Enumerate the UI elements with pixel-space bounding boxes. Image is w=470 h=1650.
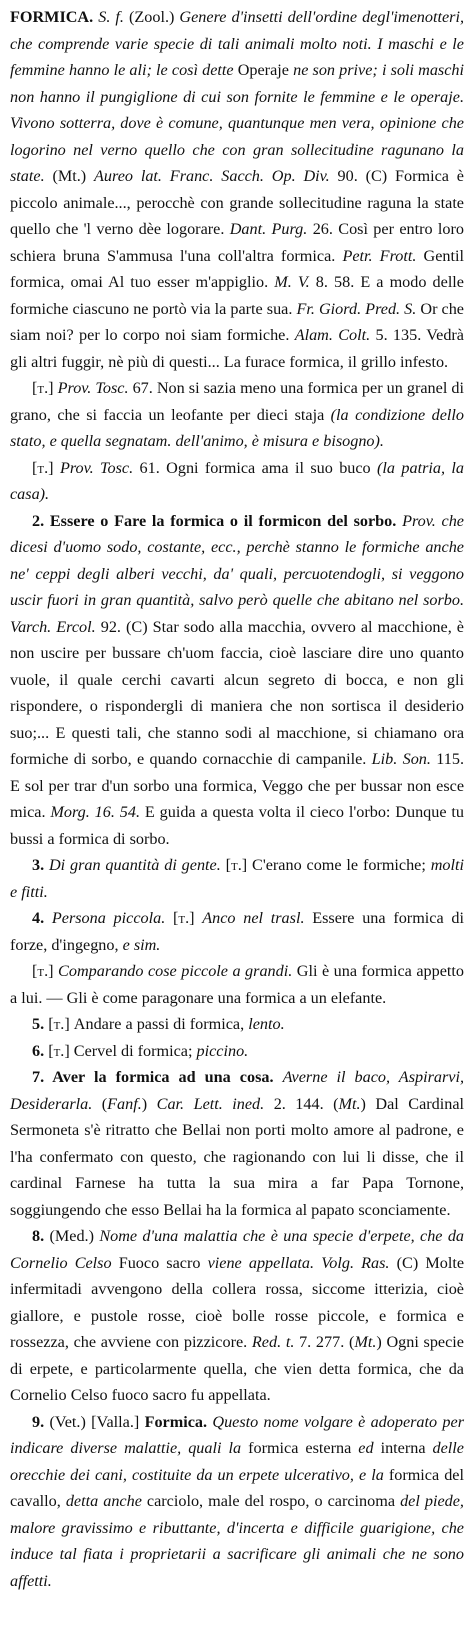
- bold-text: Formica.: [144, 1412, 213, 1431]
- italic-text: Prov. che dicesi d'uomo sodo, costante, ecc., perchè stanno le formiche anche ne' ceppi degli alberi vecchi, da' quali, percuotendogli, si veggono uscir fuori in gran quantità, salvo però quelle che abitano nel sorbo. Varch. Ercol.: [10, 511, 464, 636]
- italic-text: Car. Lett. ined.: [156, 1094, 274, 1113]
- text-run: (Vet.) [Valla.]: [49, 1412, 145, 1431]
- text-run: ) Ogni specie di erpete, e particolarmente quella, che vien detta formica, che da Cornelio Celso fuoco sacro fu appellata.: [10, 1333, 464, 1404]
- editor-mark: [t.]: [48, 1015, 74, 1033]
- italic-text: e sim.: [122, 935, 161, 954]
- italic-text: Mt.: [338, 1094, 361, 1113]
- entry-sense-s12: [10, 1409, 464, 1595]
- italic-text: Prov. Tosc.: [57, 379, 133, 397]
- text-run: formica del cavallo,: [10, 1465, 464, 1510]
- entry-sense-s8: [10, 1011, 464, 1038]
- italic-text: Fr. Giord. Pred. S.: [296, 299, 421, 318]
- italic-text: del piede, malore gravissimo e ributtante, d'incerta e difficile guarigione, che induce tal fiata i proprietarii a sacrificare gli animali che ne sono affetti.: [10, 1492, 464, 1590]
- text-run: interna: [380, 1439, 433, 1457]
- bold-text: 6.: [32, 1041, 49, 1060]
- bold-text: 3.: [32, 856, 49, 874]
- text-run: Essere una formica di forze, d'ingegno,: [10, 909, 464, 954]
- entry-sense-s4: [10, 508, 464, 853]
- italic-text: Di gran quantità di gente.: [48, 856, 226, 874]
- text-run: 7. 277. (: [299, 1333, 355, 1351]
- italic-text: Mt.: [354, 1333, 377, 1351]
- text-run: 8. 58. E a modo delle formiche ciascuno ne portò via la parte sua.: [10, 273, 464, 318]
- entry-sense-s5: [10, 852, 464, 905]
- text-run: 90. (C) Formica è piccolo animale..., perocchè con grande sollecitudine raguna la state quello che 'l verno dèe logorare.: [10, 167, 464, 238]
- italic-text: Alam. Colt.: [294, 326, 376, 344]
- entry-sense-s1: [10, 4, 464, 375]
- editor-mark: [t.]: [48, 1041, 74, 1060]
- italic-text: detta anche: [65, 1492, 147, 1510]
- italic-text: Petr. Frott.: [342, 246, 424, 265]
- bold-text: FORMICA.: [10, 8, 94, 26]
- italic-text: delle orecchie dei cani, costituite da un erpete ulcerativo, e la: [10, 1439, 464, 1484]
- text-run: Gentil formica, omai Al tuo esser m'appiglio.: [10, 246, 465, 291]
- italic-text: molti e fitti.: [10, 856, 464, 901]
- text-run: Fuoco sacro: [118, 1253, 208, 1272]
- text-run: C'erano come le formiche;: [252, 856, 431, 874]
- text-run: formica esterna: [248, 1439, 359, 1457]
- italic-text: lento.: [248, 1015, 285, 1033]
- italic-text: Persona piccola.: [51, 909, 173, 927]
- italic-text: (la condizione dello stato, e quella segnatam. dell'animo, è misura e bisogno).: [10, 405, 464, 450]
- italic-text: Dant. Purg.: [229, 220, 313, 238]
- italic-text: Lib. Son.: [371, 750, 437, 768]
- italic-text: S. f.: [93, 8, 129, 26]
- entry-sense-s11: [10, 1223, 464, 1409]
- italic-text: ne son prive; i soli maschi non hanno il pungiglione di cui son fornite le femmine e le operaje. Vivono sotterra, dove è comune, quantunque men vera, opinione che logorino nel verno quello che con gran sollecitudine ragunano la state.: [10, 61, 464, 185]
- text-run: 115. E sol per trar d'un sorbo una formica, Veggo che per bussar non esce mica.: [10, 750, 464, 821]
- italic-text: (la patria, la casa).: [10, 458, 464, 503]
- editor-mark: [t.]: [32, 379, 58, 397]
- bold-text: 8.: [32, 1227, 50, 1245]
- italic-text: Prov. Tosc.: [59, 458, 140, 477]
- italic-text: piccino.: [196, 1041, 249, 1060]
- text-run: (Med.): [49, 1227, 100, 1245]
- text-run: ) Dal Cardinal Sermoneta s'è ritratto che Bellai non porti molto amore al padrone, e l'ha confermato con questo, che ragionando con lui li disse, che il cardinal Farnese ha tutta la sua mira a far Papa Tornone, soggiungendo che esso Bellai ha la formica al papato sconciamente.: [10, 1094, 465, 1219]
- italic-text: ed: [358, 1439, 381, 1457]
- italic-text: M. V.: [274, 273, 316, 291]
- entry-sense-s2: [10, 375, 464, 455]
- italic-text: Nome d'una malattia che è una specie d'erpete, che da Cornelio Celso: [10, 1227, 465, 1272]
- editor-mark: [t.]: [225, 856, 253, 874]
- text-run: Cervel di formica;: [73, 1041, 197, 1060]
- bold-text: 4.: [32, 909, 52, 927]
- bold-text: 5.: [32, 1015, 49, 1033]
- text-run: 67. Non si sazia meno una formica per un granel di grano, che si faccia un leofante per dieci staja: [10, 379, 464, 424]
- entry-sense-s9: [10, 1038, 464, 1065]
- text-run: Andare a passi di formica,: [73, 1015, 249, 1033]
- bold-text: 2. Essere o Fare la formica o il formicon del sorbo.: [32, 511, 403, 530]
- entry-sense-s3: [10, 455, 464, 508]
- italic-text: Fanf.: [107, 1094, 142, 1113]
- text-run: Or che siam noi? per lo corpo noi siam formiche.: [10, 299, 464, 344]
- editor-mark: [t.]: [32, 458, 60, 477]
- text-run: (Mt.): [52, 167, 95, 185]
- editor-mark: [t.]: [172, 909, 203, 927]
- bold-text: 9.: [32, 1412, 50, 1431]
- text-run: 2. 144. (: [273, 1094, 339, 1113]
- italic-text: Anco nel trasl.: [202, 909, 313, 927]
- text-run: (Zool.): [128, 8, 180, 26]
- entry-sense-s10: [10, 1064, 464, 1223]
- italic-text: Aureo lat. Franc. Sacch. Op. Div.: [94, 167, 338, 185]
- italic-text: Averne il baco, Aspirarvi, Desiderarla.: [10, 1068, 465, 1113]
- italic-text: Questo nome volgare è adoperato per indicare diverse malattie, quali la: [10, 1412, 465, 1457]
- text-run: Operaje: [237, 61, 294, 79]
- text-run: 92. (C) Star sodo alla macchia, ovvero al macchione, è non uscire per bussare ch'uom faccia, cioè lasciare dire uno quanto vuole, il quale cerchi cavarti alcun segreto di bocca, e non gli rispondere, o rispondergli di maniera che non sortisca il desiderio suo;... E questi tali, che stanno sodi al macchione, si chiamano ora formiche di sorbo, e quando cornacchie di campanile.: [10, 617, 464, 768]
- text-run: (: [101, 1094, 108, 1113]
- editor-mark: [t.]: [32, 962, 59, 980]
- text-run: (C) Molte infermitadi avvengono della collera rossa, siccome itterizia, cioè giallore, e pustole rosse, cioè bolle rosse piccole, e formica e rossezza, che avviene con pizzicore.: [10, 1253, 465, 1351]
- text-run: Gli è una formica appetto a lui. — Gli è come paragonare una formica a un elefante.: [10, 962, 464, 1007]
- text-run: 5. 135. Vedrà gli altri fuggir, nè più di questi... La furace formica, il grillo infesto.: [10, 326, 464, 371]
- text-run: carciolo, male del rospo, o carcinoma: [146, 1492, 401, 1510]
- italic-text: Genere d'insetti dell'ordine degl'imenotteri, che comprende varie specie di tali animali molto noti. I maschi e le femmine hanno le ali; le così dette: [10, 8, 464, 79]
- italic-text: viene appellata. Volg. Ras.: [207, 1253, 397, 1272]
- text-run: 61. Ogni formica ama il suo buco: [139, 458, 378, 477]
- entry-sense-s6: [10, 905, 464, 958]
- italic-text: Red. t.: [251, 1333, 300, 1351]
- text-run: E guida a questa volta il cieco l'orbo: Dunque tu bussi a formica di sorbo.: [10, 803, 464, 848]
- text-run: ): [141, 1094, 157, 1113]
- bold-text: 7. Aver la formica ad una cosa.: [32, 1068, 283, 1086]
- entry-sense-s7: [10, 958, 464, 1011]
- text-run: 26. Così per entro loro schiera bruna S'ammusa l'una coll'altra formica.: [10, 220, 465, 265]
- italic-text: Comparando cose piccole a grandi.: [58, 962, 297, 980]
- italic-text: Morg. 16. 54.: [50, 803, 145, 821]
